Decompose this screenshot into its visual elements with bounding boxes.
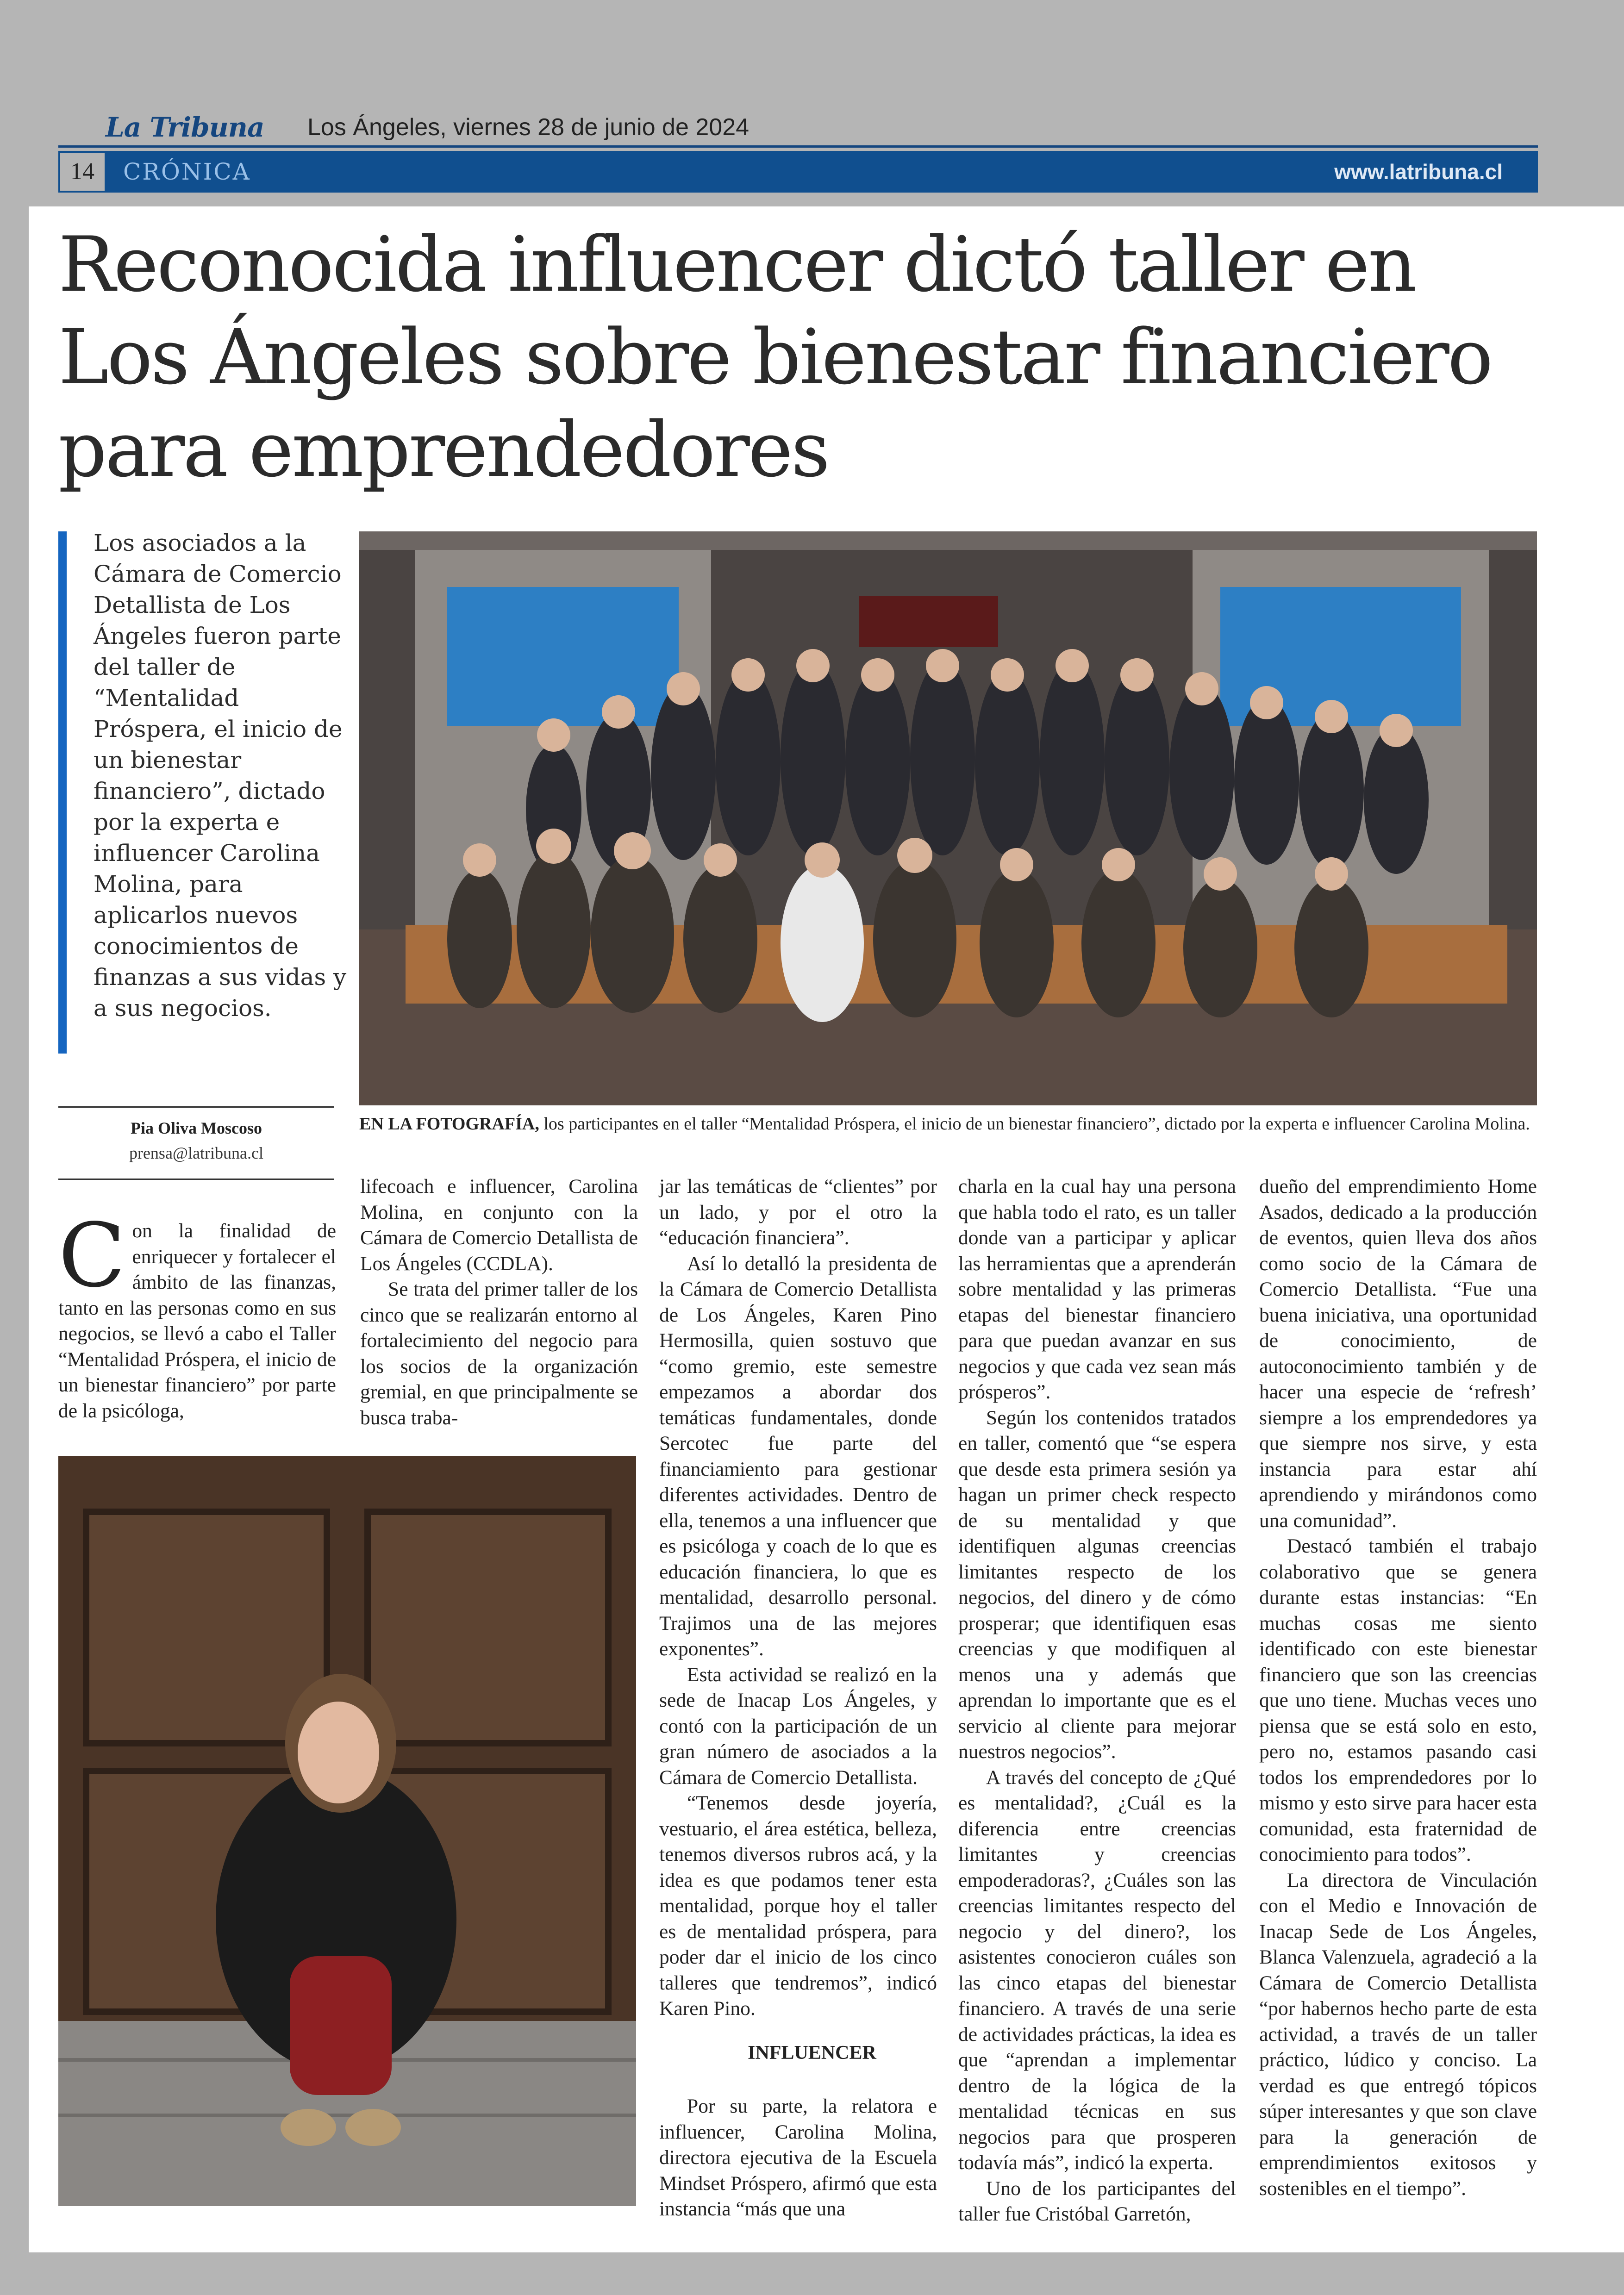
section-bar xyxy=(58,151,1538,193)
article-column-1 xyxy=(58,1204,336,1424)
portrait-photo xyxy=(58,1456,636,2206)
article-paragraph: Se trata del primer taller de los cinco que se realizarán entorno al fortalecimiento del negocio para los socios de la organización gremial, en que principalmente se busca traba- xyxy=(360,1278,638,1429)
article-paragraph: Por su parte, la relatora e influencer, Carolina Molina, directora ejecutiva de la Escuela Mindset Próspero, afirmó que esta instancia “más que una xyxy=(659,2095,937,2220)
headline xyxy=(58,218,1540,496)
section-name: CRÓNICA xyxy=(123,158,251,185)
dateline: Los Ángeles, viernes 28 de junio de 2024 xyxy=(307,114,750,141)
byline-rule xyxy=(58,1106,334,1108)
lead-paragraph: Los asociados a la Cámara de Comercio Detallista de Los Ángeles fueron parte del taller de “Mentalidad Próspera, el inicio de un bienestar financiero”, dictado por la experta e influencer Carolina Molina, para aplicarlos nuevos conocimientos de finanzas a sus vidas y a sus negocios. xyxy=(94,530,347,1022)
article-paragraph: dueño del emprendimiento Home Asados, dedicado a la producción de eventos, quien lleva dos años como socio de la Cámara de Comercio Detallista. “Fue una buena iniciativa, una oportunidad de conocimiento, de autoconocimiento también y de hacer una especie de ‘refresh’ siempre a los emprendedores ya que siempre nos sirve, y esta instancia para estar ahí aprendiendo y mirándonos como una comunidad”. xyxy=(1259,1175,1537,1532)
article-column-5 xyxy=(1259,1174,1537,2201)
photo-caption xyxy=(359,1112,1537,1136)
article-paragraph: Según los contenidos tratados en taller, comentó que “se espera que desde esta primera sesión ya hagan un primer check respecto de su mentalidad y que identifiquen algunas creencias limitantes respecto de los negocios, del dinero y de cómo prosperar; que identifiquen esas creencias y que modifiquen al menos una y además que aprendan lo importante que es el servicio al cliente para mejorar nuestros negocios”. xyxy=(958,1406,1236,1763)
page-number: 14 xyxy=(60,153,105,191)
article-paragraph: “Tenemos desde joyería, vestuario, el área estética, belleza, tenemos diversos rubros acá, y la idea es que podamos tener esta mentalidad, porque hoy el taller es de mentalidad próspera, para poder dar el inicio de los cinco talleres que tendremos”, indicó Karen Pino. xyxy=(659,1792,937,2020)
article-paragraph: La directora de Vinculación con el Medio e Innovación de Inacap Sede de Los Ángeles, Blanca Valenzuela, agradeció a la Cámara de Comercio Detallista “por habernos hecho parte de esta actividad, a través de un taller práctico, lúdico y conciso. La verdad es que entregó tópicos súper interesantes y que son clave para la generación de emprendimientos exitosos y sostenibles en el tiempo”. xyxy=(1259,1869,1537,2200)
lead-accent-bar xyxy=(58,531,67,1054)
article-subhead: INFLUENCER xyxy=(748,2042,876,2064)
article-paragraph: Destacó también el trabajo colaborativo que se genera durante estas instancias: “En muchas cosas me siento identificado con este bienestar financiero que son las creencias que uno tiene. Muchas veces uno piensa que se está solo en esto, pero no, estamos pasando casi todos los emprendedores por lo mismo y esto sirve para hacer esta comunidad, esta fraternidad de conocimiento para todos”. xyxy=(1259,1535,1537,1865)
headline-line-3: para emprendedores xyxy=(58,405,829,494)
group-photo-illustration xyxy=(359,531,1537,1105)
article-column-4 xyxy=(958,1174,1236,2227)
headline-line-2: Los Ángeles sobre bienestar financiero xyxy=(58,313,1492,401)
byline-author: Pia Oliva Moscoso xyxy=(131,1119,262,1137)
photo-caption-label: EN LA FOTOGRAFÍA, xyxy=(359,1114,539,1134)
article-column-3 xyxy=(659,1174,937,2222)
byline-email[interactable]: prensa@latribuna.cl xyxy=(129,1144,264,1162)
photo-caption-text: los participantes en el taller “Mentalidad Próspera, el inicio de un bienestar financiero”, dictado por la experta e influencer Carolina Molina. xyxy=(539,1114,1530,1134)
newspaper-logo: La Tribuna xyxy=(106,112,264,143)
drop-cap: C xyxy=(58,1204,126,1307)
article-column-2 xyxy=(360,1174,638,1431)
byline-rule xyxy=(58,1179,334,1180)
article-paragraph xyxy=(58,1204,336,1424)
paragraph-text: on la finalidad de enriquecer y fortalecer el ámbito de las finanzas, tanto en las personas como en sus negocios, se llevó a cabo el Taller “Mentalidad Próspera, el inicio de un bienestar financiero” por parte de la psicóloga, xyxy=(58,1220,336,1422)
article-paragraph: Uno de los participantes del taller fue Cristóbal Garretón, xyxy=(958,2177,1236,2225)
article-paragraph: jar las temáticas de “clientes” por un lado, y por el otro la “educación financiera”. xyxy=(659,1175,937,1249)
website-link[interactable]: www.latribuna.cl xyxy=(1334,160,1503,184)
article-paragraph: charla en la cual hay una persona que habla todo el rato, es un taller donde van a participar y aplicar las herramientas que a aprenderán sobre mentalidad y las primeras etapas del bienestar financiero para que puedan avanzar en sus negocios y que cada vez sean más prósperos”. xyxy=(958,1175,1236,1403)
article-paragraph: A través del concepto de ¿Qué es mentalidad?, ¿Cuál es la diferencia entre creencias limitantes y creencias empoderadoras?, ¿Cuáles son las creencias limitantes respecto del negocio y del dinero?, los asistentes conocieron cuáles son las cinco etapas del bienestar financiero. A través de una serie de actividades prácticas, la idea es que “aprendan a implementar dentro de la lógica de la mentalidad técnicas en sus negocios para que prosperen todavía más”, indicó la experta. xyxy=(958,1766,1236,2174)
article-paragraph: Esta actividad se realizó en la sede de Inacap Los Ángeles, y contó con la participación de un gran número de asociados a la Cámara de Comercio Detallista. xyxy=(659,1663,937,1789)
group-photo xyxy=(359,531,1537,1105)
article-paragraph: lifecoach e influencer, Carolina Molina, en conjunto con la Cámara de Comercio Detallista de Los Ángeles (CCDLA). xyxy=(360,1175,638,1275)
portrait-illustration xyxy=(58,1456,636,2206)
article-paragraph: Así lo detalló la presidenta de la Cámara de Comercio Detallista de Los Ángeles, Karen Pino Hermosilla, quien sostuvo que “como gremio, este semestre empezamos a abordar dos temáticas fundamentales, donde Sercotec fue parte del financiamiento para gestionar diferentes actividades. Dentro de ella, tenemos a una influencer que es psicóloga y coach de lo que es educación financiera, lo que es mentalidad, desarrollo personal. Trajimos una de las mejores exponentes”. xyxy=(659,1252,937,1660)
headline-line-1: Reconocida influencer dictó taller en xyxy=(58,220,1415,309)
masthead-rule xyxy=(58,145,1538,148)
